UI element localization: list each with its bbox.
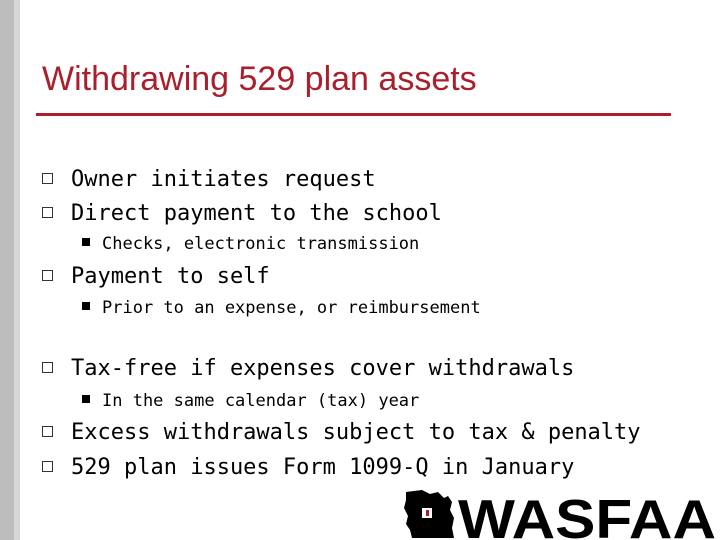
hollow-square-bullet-icon bbox=[42, 362, 53, 373]
sub-bullet-text: Checks, electronic transmission bbox=[102, 234, 420, 254]
bullet-item bbox=[42, 356, 574, 382]
bullet-text: Payment to self bbox=[71, 264, 270, 289]
logo-text: WASFAA bbox=[458, 488, 716, 540]
bullet-item bbox=[42, 201, 442, 227]
sub-bullet-item bbox=[82, 234, 419, 254]
bullet-text: Direct payment to the school bbox=[71, 201, 442, 226]
bullet-item bbox=[42, 167, 376, 193]
sub-bullet-text: In the same calendar (tax) year bbox=[102, 391, 420, 411]
hollow-square-bullet-icon bbox=[42, 173, 53, 184]
wasfaa-logo bbox=[400, 488, 718, 540]
sub-bullet-text: Prior to an expense, or reimbursement bbox=[102, 298, 481, 318]
slide-title: Withdrawing 529 plan assets bbox=[42, 60, 477, 98]
hollow-square-bullet-icon bbox=[42, 207, 53, 218]
filled-square-bullet-icon bbox=[82, 238, 90, 246]
sub-bullet-item bbox=[82, 391, 419, 411]
bullet-item bbox=[42, 420, 641, 446]
filled-square-bullet-icon bbox=[82, 302, 90, 310]
hollow-square-bullet-icon bbox=[42, 426, 53, 437]
bullet-text: Owner initiates request bbox=[71, 167, 376, 192]
bullet-item bbox=[42, 455, 574, 481]
bullet-text: Tax-free if expenses cover withdrawals bbox=[71, 356, 575, 381]
filled-square-bullet-icon bbox=[82, 395, 90, 403]
hollow-square-bullet-icon bbox=[42, 270, 53, 281]
wasfaa-logo-graphic bbox=[400, 488, 718, 540]
bullet-text: 529 plan issues Form 1099-Q in January bbox=[71, 455, 575, 480]
bullet-text: Excess withdrawals subject to tax & penalty bbox=[71, 420, 641, 445]
bullet-item bbox=[42, 264, 270, 290]
sub-bullet-item bbox=[82, 298, 481, 318]
hollow-square-bullet-icon bbox=[42, 461, 53, 472]
